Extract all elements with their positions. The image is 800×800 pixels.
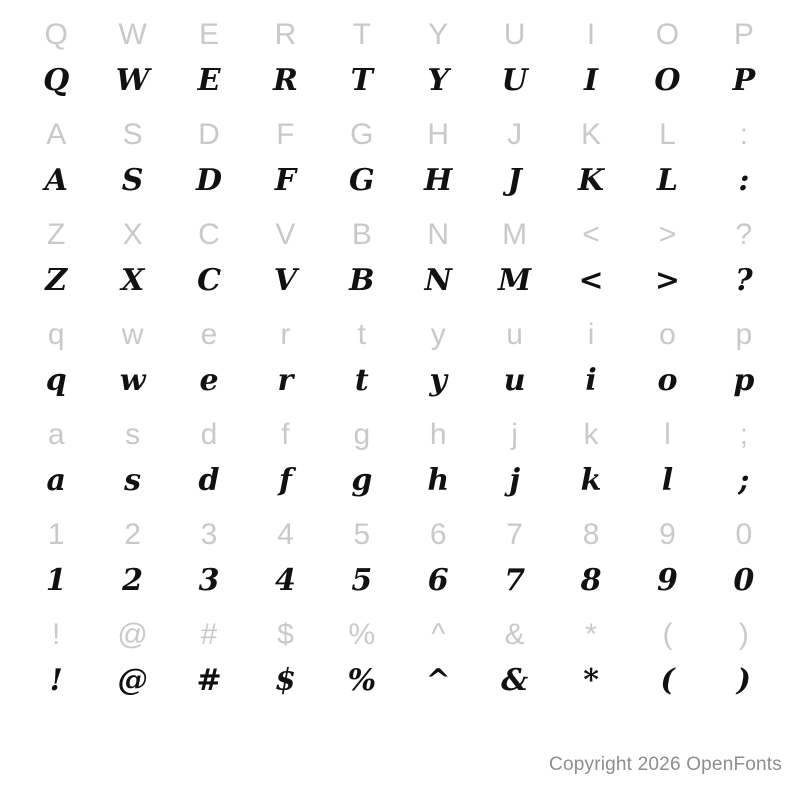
key-label: ) xyxy=(738,618,749,651)
glyph-sample: Z xyxy=(45,263,68,298)
key-label: r xyxy=(280,318,291,351)
key-label: W xyxy=(118,18,147,51)
glyph-sample: 4 xyxy=(274,563,296,598)
glyph-sample-row xyxy=(0,450,800,504)
glyph-sample: w xyxy=(119,363,146,398)
key-label: 8 xyxy=(582,518,600,551)
glyph-sample: W xyxy=(115,63,150,98)
key-label: o xyxy=(659,318,676,351)
glyph-sample: r xyxy=(277,363,294,398)
glyph-sample: h xyxy=(427,463,450,498)
glyph-sample: X xyxy=(120,263,145,298)
glyph-sample: E xyxy=(197,63,221,98)
glyph-sample: f xyxy=(278,463,292,498)
glyph-sample: 1 xyxy=(45,563,67,598)
glyph-sample: I xyxy=(584,63,599,98)
glyph-sample: ! xyxy=(49,663,63,698)
glyph-sample: L xyxy=(656,163,678,198)
key-label: ( xyxy=(662,618,673,651)
glyph-sample: N xyxy=(424,263,452,298)
keyboard-key-row xyxy=(0,4,800,50)
key-label: Z xyxy=(47,218,66,251)
key-label: w xyxy=(121,318,144,351)
key-label: ; xyxy=(739,418,749,451)
key-label: e xyxy=(200,318,218,351)
glyph-sample: Y xyxy=(427,63,449,98)
keyboard-key-row xyxy=(0,304,800,350)
key-label: 4 xyxy=(277,518,294,551)
key-label: I xyxy=(586,18,596,51)
glyph-sample: 5 xyxy=(351,563,373,598)
keyboard-key-row xyxy=(0,404,800,450)
key-label: f xyxy=(281,418,290,451)
key-label: l xyxy=(664,418,671,451)
glyph-sample: $ xyxy=(274,663,296,698)
glyph-sample: ( xyxy=(660,663,675,698)
key-label: i xyxy=(587,318,595,351)
glyph-sample-row xyxy=(0,50,800,104)
glyph-sample: 6 xyxy=(427,563,449,598)
key-label: E xyxy=(199,18,220,51)
glyph-sample: e xyxy=(199,363,219,398)
glyph-sample: M xyxy=(498,263,532,298)
key-label: 9 xyxy=(659,518,676,551)
glyph-sample: R xyxy=(272,63,298,98)
key-label: k xyxy=(583,418,599,451)
glyph-sample: S xyxy=(121,163,144,198)
glyph-sample: 3 xyxy=(198,563,220,598)
key-label: y xyxy=(430,318,446,351)
glyph-sample: O xyxy=(654,63,681,98)
key-label: P xyxy=(733,18,754,51)
key-label: u xyxy=(506,318,523,351)
key-label: N xyxy=(427,218,450,251)
glyph-sample: 2 xyxy=(122,563,144,598)
glyph-sample: ^ xyxy=(425,663,451,698)
specimen-row-group xyxy=(0,404,800,504)
glyph-sample: > xyxy=(654,263,681,298)
glyph-sample: Q xyxy=(43,63,70,98)
glyph-sample: 8 xyxy=(580,563,602,598)
key-label: Q xyxy=(44,18,68,51)
glyph-sample-row xyxy=(0,550,800,604)
key-label: j xyxy=(511,418,518,451)
key-label: : xyxy=(739,118,749,151)
glyph-sample: # xyxy=(196,663,222,698)
key-label: A xyxy=(46,118,67,151)
key-label: L xyxy=(659,118,676,151)
glyph-sample: T xyxy=(350,63,373,98)
glyph-sample: < xyxy=(578,263,604,298)
key-label: 0 xyxy=(735,518,753,551)
key-label: @ xyxy=(117,618,148,651)
glyph-sample: : xyxy=(738,163,750,198)
glyph-sample-row xyxy=(0,350,800,404)
key-label: 6 xyxy=(429,518,447,551)
key-label: & xyxy=(504,618,525,651)
glyph-sample-row xyxy=(0,650,800,704)
specimen-row-group xyxy=(0,104,800,204)
key-label: ? xyxy=(735,218,753,251)
key-label: * xyxy=(585,618,597,651)
key-label: F xyxy=(276,118,295,151)
keyboard-key-row xyxy=(0,104,800,150)
key-label: > xyxy=(658,218,677,251)
key-label: ^ xyxy=(431,618,446,651)
key-label: V xyxy=(275,218,296,251)
key-label: 3 xyxy=(200,518,218,551)
key-label: $ xyxy=(277,618,294,651)
key-label: q xyxy=(47,318,65,351)
key-label: p xyxy=(735,318,753,351)
specimen-row-group xyxy=(0,304,800,404)
key-label: H xyxy=(427,118,450,151)
key-label: 2 xyxy=(124,518,141,551)
glyph-sample: g xyxy=(351,463,373,498)
glyph-sample: 9 xyxy=(657,563,678,598)
glyph-sample: l xyxy=(661,463,674,498)
key-label: U xyxy=(503,18,526,51)
glyph-sample: ) xyxy=(736,663,751,698)
glyph-sample: q xyxy=(45,363,67,398)
key-label: S xyxy=(122,118,143,151)
key-label: G xyxy=(350,118,374,151)
key-label: J xyxy=(507,118,523,151)
glyph-sample: K xyxy=(578,163,605,198)
key-label: B xyxy=(351,218,372,251)
glyph-sample: u xyxy=(503,363,526,398)
key-label: d xyxy=(200,418,218,451)
glyph-sample-row xyxy=(0,150,800,204)
key-label: a xyxy=(47,418,65,451)
key-label: D xyxy=(198,118,220,151)
key-label: R xyxy=(274,18,297,51)
key-label: K xyxy=(581,118,602,151)
key-label: # xyxy=(200,618,218,651)
glyph-sample: * xyxy=(583,663,599,698)
key-label: T xyxy=(352,18,371,51)
key-label: < xyxy=(582,218,600,251)
glyph-sample: o xyxy=(657,363,678,398)
key-label: C xyxy=(198,218,220,251)
key-label: s xyxy=(125,418,141,451)
keyboard-key-row xyxy=(0,204,800,250)
specimen-row-group xyxy=(0,604,800,704)
keyboard-key-row xyxy=(0,604,800,650)
glyph-sample: H xyxy=(424,163,453,198)
glyph-sample: s xyxy=(124,463,142,498)
key-label: Y xyxy=(428,18,449,51)
glyph-sample: a xyxy=(46,463,66,498)
glyph-sample: t xyxy=(354,363,369,398)
key-label: O xyxy=(655,18,680,51)
key-label: 7 xyxy=(506,518,523,551)
glyph-sample: d xyxy=(198,463,220,498)
glyph-sample: F xyxy=(274,163,297,198)
specimen-row-group xyxy=(0,204,800,304)
glyph-sample: C xyxy=(197,263,221,298)
glyph-sample: U xyxy=(501,63,528,98)
glyph-sample: @ xyxy=(117,663,148,698)
key-label: h xyxy=(429,418,447,451)
glyph-sample: & xyxy=(501,663,529,698)
glyph-sample: y xyxy=(429,363,447,398)
glyph-sample: V xyxy=(273,263,298,298)
key-label: X xyxy=(122,218,143,251)
key-label: 1 xyxy=(47,518,65,551)
glyph-sample: ; xyxy=(738,463,750,498)
specimen-row-group xyxy=(0,4,800,104)
key-label: ! xyxy=(52,618,61,651)
key-label: % xyxy=(348,618,376,651)
glyph-sample: p xyxy=(733,363,755,398)
glyph-sample: B xyxy=(349,263,375,298)
glyph-sample: D xyxy=(196,163,223,198)
glyph-sample: i xyxy=(585,363,597,398)
glyph-sample: k xyxy=(580,463,602,498)
key-label: t xyxy=(357,318,366,351)
glyph-sample: 0 xyxy=(733,563,755,598)
glyph-sample: j xyxy=(509,463,521,498)
glyph-sample: P xyxy=(732,63,756,98)
glyph-sample: 7 xyxy=(504,563,526,598)
copyright-notice: Copyright 2026 OpenFonts xyxy=(549,754,782,775)
specimen-row-group xyxy=(0,504,800,604)
keyboard-key-row xyxy=(0,504,800,550)
glyph-sample-row xyxy=(0,250,800,304)
glyph-sample: G xyxy=(349,163,375,198)
key-label: g xyxy=(353,418,371,451)
key-label: 5 xyxy=(353,518,371,551)
key-label: M xyxy=(502,218,528,251)
glyph-sample: J xyxy=(507,163,522,198)
glyph-sample: A xyxy=(44,163,68,198)
glyph-sample: ? xyxy=(735,263,753,298)
glyph-sample: % xyxy=(347,663,377,698)
